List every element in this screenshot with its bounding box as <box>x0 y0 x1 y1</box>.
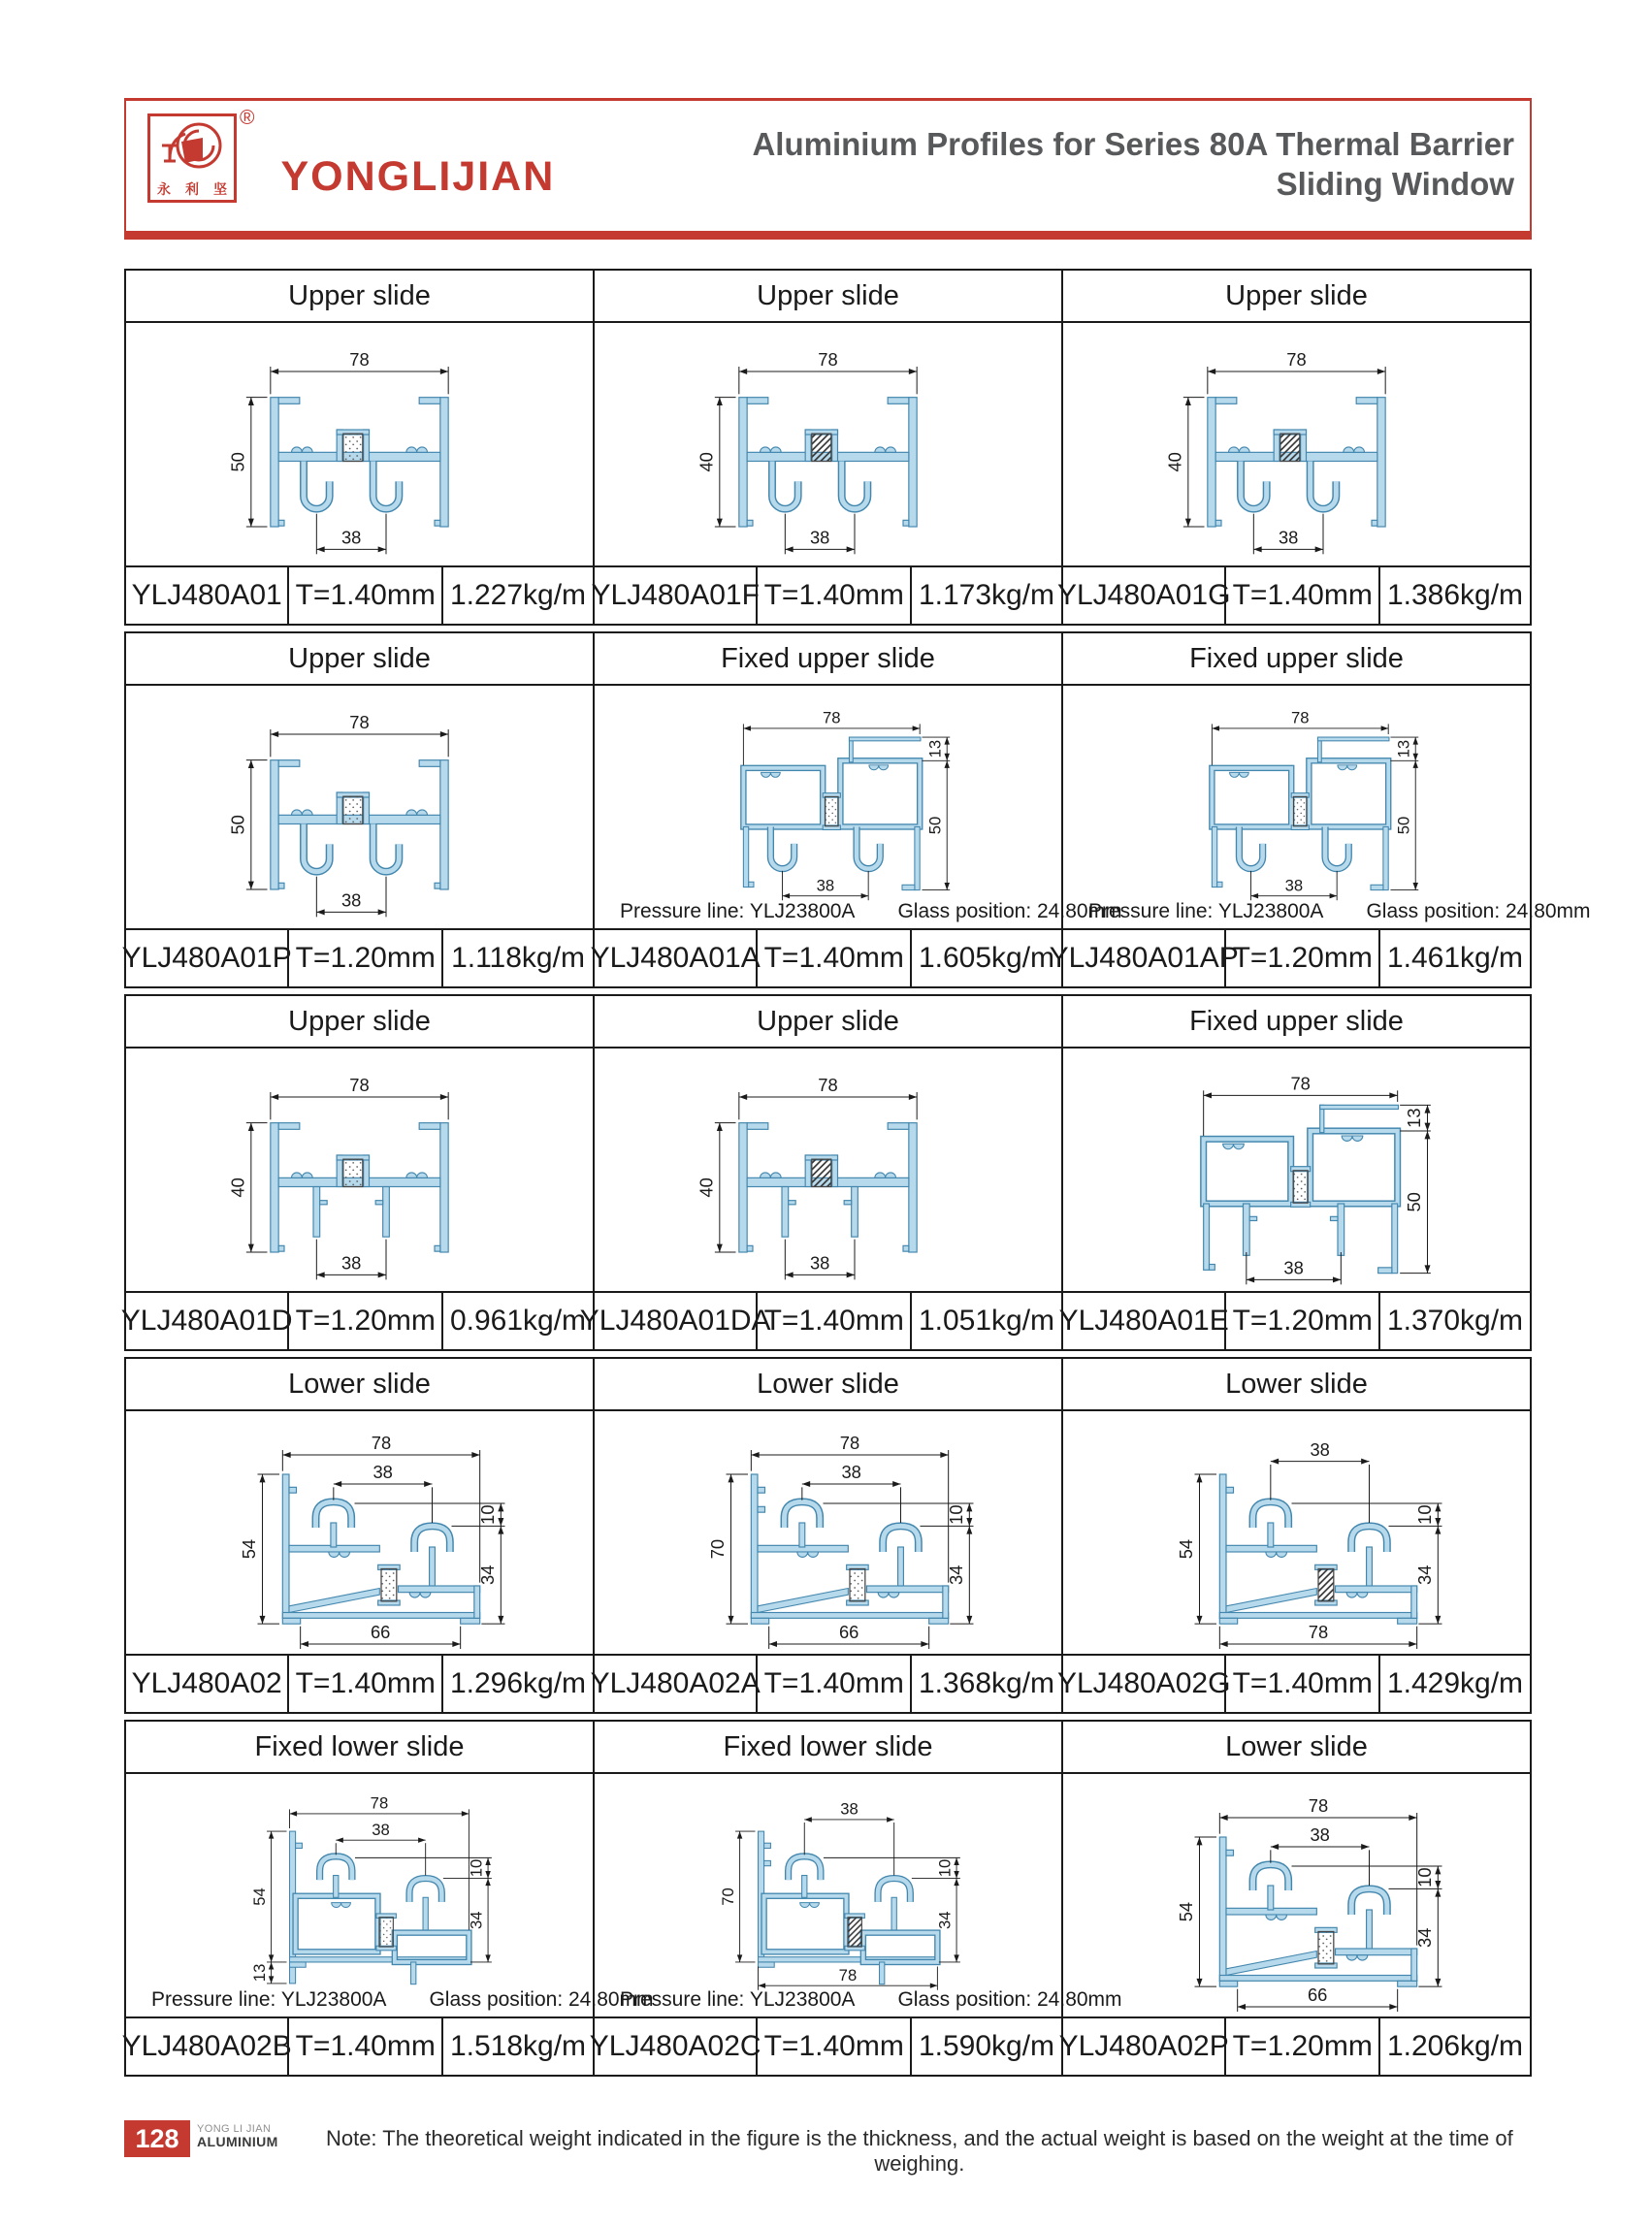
part-number: YLJ480A02G <box>1063 1656 1226 1712</box>
svg-text:66: 66 <box>838 1622 859 1643</box>
svg-text:78: 78 <box>818 1075 838 1096</box>
profile-cell-YLJ480A02P <box>1058 1722 1530 2075</box>
profile-row <box>124 269 1532 626</box>
svg-text:50: 50 <box>925 816 945 835</box>
cell-label-row <box>589 2016 1061 2075</box>
wall-thickness: T=1.40mm <box>758 567 912 624</box>
page-title <box>752 124 1514 204</box>
wall-thickness: T=1.40mm <box>758 1293 912 1349</box>
part-number: YLJ480A01P <box>126 930 289 986</box>
profile-drawing <box>1063 686 1591 928</box>
cell-label-row <box>1049 928 1530 986</box>
wall-thickness: T=1.20mm <box>1226 1293 1380 1349</box>
svg-text:10: 10 <box>476 1504 498 1525</box>
cell-title: Upper slide <box>126 996 593 1048</box>
cell-label-row <box>1058 1291 1530 1349</box>
cell-label-row <box>1056 565 1530 624</box>
cell-title: Upper slide <box>126 271 593 323</box>
svg-text:78: 78 <box>1308 1622 1329 1643</box>
wall-thickness: T=1.40mm <box>758 2018 912 2075</box>
profile-cell-YLJ480A02C <box>589 1722 1122 2075</box>
part-number: YLJ480A02B <box>126 2018 289 2075</box>
wall-thickness: T=1.40mm <box>289 2018 443 2075</box>
profile-section-drawing <box>1063 1048 1530 1291</box>
profile-section-drawing <box>126 323 593 565</box>
wall-thickness: T=1.20mm <box>1226 2018 1380 2075</box>
profile-section-drawing <box>126 1774 593 2016</box>
profile-drawing <box>595 1411 1061 1654</box>
part-number: YLJ480A02A <box>595 1656 758 1712</box>
registered-mark: ® <box>240 107 255 129</box>
pressure-line-label: Pressure line: YLJ23800A <box>620 900 856 922</box>
svg-text:38: 38 <box>1283 1257 1304 1278</box>
part-number: YLJ480A02P <box>1063 2018 1226 2075</box>
profile-cell-YLJ480A01G <box>1056 271 1530 624</box>
svg-text:34: 34 <box>1413 1565 1435 1585</box>
part-number: YLJ480A02C <box>595 2018 758 2075</box>
profile-row <box>121 631 1591 988</box>
svg-text:38: 38 <box>340 1252 362 1274</box>
cell-label-row <box>591 565 1061 624</box>
profile-drawing <box>126 323 593 565</box>
svg-text:38: 38 <box>1310 1824 1330 1846</box>
wall-thickness: T=1.40mm <box>289 1656 443 1712</box>
svg-text:34: 34 <box>476 1565 498 1585</box>
profile-section-drawing <box>126 1048 593 1291</box>
svg-text:38: 38 <box>373 1462 393 1483</box>
cell-title: Upper slide <box>1063 271 1530 323</box>
svg-text:78: 78 <box>349 712 370 733</box>
cell-label-row <box>1058 2016 1530 2075</box>
svg-text:38: 38 <box>809 1252 830 1274</box>
svg-text:34: 34 <box>945 1565 966 1585</box>
svg-text:78: 78 <box>1308 1795 1329 1817</box>
cell-title: Lower slide <box>595 1359 1061 1411</box>
profile-drawing <box>1063 1411 1530 1654</box>
pressure-glass-note <box>126 1988 654 2012</box>
svg-text:13: 13 <box>1394 739 1413 758</box>
svg-text:38: 38 <box>372 1820 390 1839</box>
wall-thickness: T=1.20mm <box>289 1293 443 1349</box>
profile-drawing <box>595 323 1061 565</box>
part-number: YLJ480A01G <box>1063 567 1226 624</box>
logo-swirl-icon <box>156 120 230 177</box>
svg-text:78: 78 <box>1291 708 1310 727</box>
pressure-line-label: Pressure line: YLJ23800A <box>1088 900 1324 922</box>
cell-label-row <box>1056 1654 1530 1712</box>
unit-weight: 1.206kg/m <box>1386 2030 1524 2062</box>
cell-label-row <box>590 1654 1061 1712</box>
svg-text:38: 38 <box>340 889 362 911</box>
profile-drawing <box>595 1048 1061 1291</box>
cell-title: Upper slide <box>595 271 1061 323</box>
cell-title: Fixed lower slide <box>595 1722 1061 1774</box>
cell-title: Upper slide <box>126 633 593 686</box>
profile-drawing <box>126 1048 593 1291</box>
pressure-line-label: Pressure line: YLJ23800A <box>151 1988 387 2011</box>
part-number: YLJ480A01 <box>126 567 289 624</box>
svg-text:40: 40 <box>1164 452 1185 472</box>
cell-title: Fixed upper slide <box>595 633 1061 686</box>
wall-thickness: T=1.40mm <box>1226 567 1380 624</box>
profile-cell-YLJ480A01F <box>593 271 1061 624</box>
svg-text:54: 54 <box>1176 1901 1196 1922</box>
profile-row <box>124 1357 1532 1714</box>
part-number: YLJ480A01E <box>1063 1293 1226 1349</box>
profile-cell-YLJ480A01A <box>590 633 1122 986</box>
wall-thickness: T=1.40mm <box>758 930 912 986</box>
svg-text:78: 78 <box>349 349 370 371</box>
svg-text:78: 78 <box>371 1433 392 1454</box>
svg-text:13: 13 <box>249 1963 269 1983</box>
profile-grid <box>120 269 1591 2082</box>
part-number: YLJ480A01F <box>595 567 758 624</box>
profile-cell-YLJ480A02B <box>121 1722 654 2075</box>
profile-section-drawing <box>126 1411 593 1654</box>
svg-text:78: 78 <box>349 1075 370 1096</box>
svg-text:34: 34 <box>935 1911 955 1930</box>
svg-text:66: 66 <box>370 1622 391 1643</box>
profile-section-drawing <box>595 1411 1061 1654</box>
svg-text:38: 38 <box>1284 876 1304 895</box>
svg-text:38: 38 <box>816 876 835 895</box>
footer-brand-top: YONG LI JIAN <box>197 2123 272 2135</box>
svg-text:34: 34 <box>467 1911 486 1930</box>
page-title-line2: Sliding Window <box>1276 166 1514 202</box>
unit-weight: 1.118kg/m <box>451 942 585 974</box>
svg-text:70: 70 <box>718 1887 737 1906</box>
svg-text:13: 13 <box>925 739 945 758</box>
svg-text:78: 78 <box>838 1965 858 1984</box>
cell-label-row <box>590 928 1061 986</box>
unit-weight: 1.368kg/m <box>918 1667 1055 1699</box>
svg-text:10: 10 <box>1413 1504 1435 1525</box>
pressure-line-label: Pressure line: YLJ23800A <box>620 1988 856 2011</box>
profile-section-drawing <box>126 686 593 928</box>
profile-section-drawing <box>595 1048 1061 1291</box>
profile-drawing <box>126 1411 593 1654</box>
pressure-glass-note <box>1063 900 1591 923</box>
pressure-glass-note <box>595 900 1122 923</box>
profile-cell-YLJ480A01DA <box>579 996 1061 1349</box>
brand-block <box>147 107 556 203</box>
unit-weight: 1.173kg/m <box>918 579 1055 611</box>
page-footer <box>124 2120 1532 2177</box>
wall-thickness: T=1.20mm <box>1226 930 1380 986</box>
svg-text:50: 50 <box>227 452 248 472</box>
svg-text:38: 38 <box>1278 527 1299 548</box>
part-number: YLJ480A02 <box>126 1656 289 1712</box>
cell-label-row <box>126 565 593 624</box>
unit-weight: 1.386kg/m <box>1386 579 1524 611</box>
profile-cell-YLJ480A02 <box>126 1359 593 1712</box>
profile-drawing <box>126 686 593 928</box>
cell-label-row <box>121 2016 593 2075</box>
profile-section-drawing <box>1063 686 1530 928</box>
footer-brand-bottom: ALUMINIUM <box>197 2134 278 2150</box>
part-number: YLJ480A01D <box>126 1293 289 1349</box>
profile-cell-YLJ480A01AP <box>1049 633 1591 986</box>
svg-text:38: 38 <box>340 527 362 548</box>
profile-section-drawing <box>1063 1411 1530 1654</box>
footer-note: Note: The theoretical weight indicated in the figure is the thickness, and the actual weight is based on the weight at the time of weighing. <box>325 2126 1513 2176</box>
svg-text:13: 13 <box>1404 1108 1424 1128</box>
profile-cell-YLJ480A02A <box>590 1359 1061 1712</box>
profile-section-drawing <box>595 686 1061 928</box>
svg-text:50: 50 <box>1394 816 1413 835</box>
cell-title: Lower slide <box>1063 1722 1530 1774</box>
glass-position-label: Glass position: 24.80mm <box>429 1988 654 2011</box>
part-number: YLJ480A01DA <box>595 1293 758 1349</box>
svg-text:78: 78 <box>370 1793 389 1813</box>
part-number: YLJ480A01AP <box>1063 930 1226 986</box>
profile-cell-YLJ480A01D <box>120 996 593 1349</box>
svg-text:10: 10 <box>935 1858 955 1878</box>
svg-text:10: 10 <box>1413 1867 1435 1887</box>
unit-weight: 1.518kg/m <box>449 2030 587 2062</box>
cell-title: Fixed upper slide <box>1063 633 1530 686</box>
profile-cell-YLJ480A01 <box>126 271 593 624</box>
svg-text:38: 38 <box>840 1799 858 1819</box>
cell-label-row <box>120 1291 593 1349</box>
unit-weight: 1.370kg/m <box>1386 1305 1524 1337</box>
profile-cell-YLJ480A01P <box>121 633 593 986</box>
brand-chinese-label: 永 利 坚 <box>157 181 227 197</box>
wall-thickness: T=1.40mm <box>1226 1656 1380 1712</box>
svg-text:78: 78 <box>839 1433 860 1454</box>
svg-text:78: 78 <box>1290 1073 1311 1094</box>
unit-weight: 1.051kg/m <box>918 1305 1055 1337</box>
unit-weight: 0.961kg/m <box>449 1305 587 1337</box>
unit-weight: 1.605kg/m <box>918 942 1055 974</box>
profile-section-drawing <box>1063 323 1530 565</box>
brand-wordmark: YONGLIJIAN <box>280 153 556 200</box>
profile-drawing <box>126 1774 654 2016</box>
svg-text:78: 78 <box>823 708 841 727</box>
part-number: YLJ480A01A <box>595 930 758 986</box>
glass-position-label: Glass position: 24.80mm <box>897 900 1122 922</box>
svg-text:40: 40 <box>696 452 717 472</box>
svg-text:10: 10 <box>945 1504 966 1525</box>
pressure-glass-note <box>595 1988 1122 2012</box>
page-header <box>124 98 1532 240</box>
wall-thickness: T=1.40mm <box>289 567 443 624</box>
profile-drawing <box>1063 323 1530 565</box>
unit-weight: 1.227kg/m <box>449 579 587 611</box>
cell-title: Fixed lower slide <box>126 1722 593 1774</box>
cell-title: Lower slide <box>1063 1359 1530 1411</box>
svg-text:50: 50 <box>1404 1192 1424 1212</box>
cell-title: Fixed upper slide <box>1063 996 1530 1048</box>
footer-brand <box>197 2120 278 2149</box>
profile-drawing <box>1063 1048 1530 1291</box>
svg-text:38: 38 <box>841 1462 861 1483</box>
wall-thickness: T=1.20mm <box>289 930 443 986</box>
profile-drawing <box>595 686 1122 928</box>
svg-text:54: 54 <box>249 1887 269 1906</box>
svg-text:66: 66 <box>1307 1984 1328 2006</box>
brand-logo-icon <box>147 113 237 203</box>
profile-section-drawing <box>595 323 1061 565</box>
svg-text:54: 54 <box>1176 1538 1196 1560</box>
svg-text:78: 78 <box>1286 349 1307 371</box>
cell-label-row <box>579 1291 1061 1349</box>
unit-weight: 1.429kg/m <box>1386 1667 1524 1699</box>
profile-drawing <box>1063 1774 1530 2016</box>
glass-position-label: Glass position: 24.80mm <box>1366 900 1591 922</box>
profile-section-drawing <box>595 1774 1061 2016</box>
cell-title: Lower slide <box>126 1359 593 1411</box>
profile-row <box>121 1720 1532 2077</box>
wall-thickness: T=1.40mm <box>758 1656 912 1712</box>
svg-text:38: 38 <box>1310 1438 1330 1460</box>
svg-text:54: 54 <box>239 1538 259 1560</box>
svg-text:70: 70 <box>707 1538 728 1560</box>
svg-text:50: 50 <box>227 815 248 835</box>
unit-weight: 1.590kg/m <box>918 2030 1055 2062</box>
profile-cell-YLJ480A02G <box>1056 1359 1530 1712</box>
profile-row <box>120 994 1532 1351</box>
svg-text:34: 34 <box>1413 1927 1435 1948</box>
svg-text:38: 38 <box>809 527 830 548</box>
profile-drawing <box>595 1774 1122 2016</box>
unit-weight: 1.296kg/m <box>449 1667 587 1699</box>
svg-text:40: 40 <box>227 1178 248 1198</box>
profile-cell-YLJ480A01E <box>1058 996 1530 1349</box>
cell-title: Upper slide <box>595 996 1061 1048</box>
page-number-badge: 128 <box>124 2120 190 2157</box>
glass-position-label: Glass position: 24.80mm <box>897 1988 1122 2011</box>
svg-text:40: 40 <box>696 1178 717 1198</box>
cell-label-row <box>121 928 593 986</box>
svg-text:78: 78 <box>818 349 838 371</box>
page-title-line1: Aluminium Profiles for Series 80A Thermal Barrier <box>752 126 1514 162</box>
unit-weight: 1.461kg/m <box>1386 942 1524 974</box>
svg-text:10: 10 <box>467 1858 486 1878</box>
cell-label-row <box>126 1654 593 1712</box>
profile-section-drawing <box>1063 1774 1530 2016</box>
